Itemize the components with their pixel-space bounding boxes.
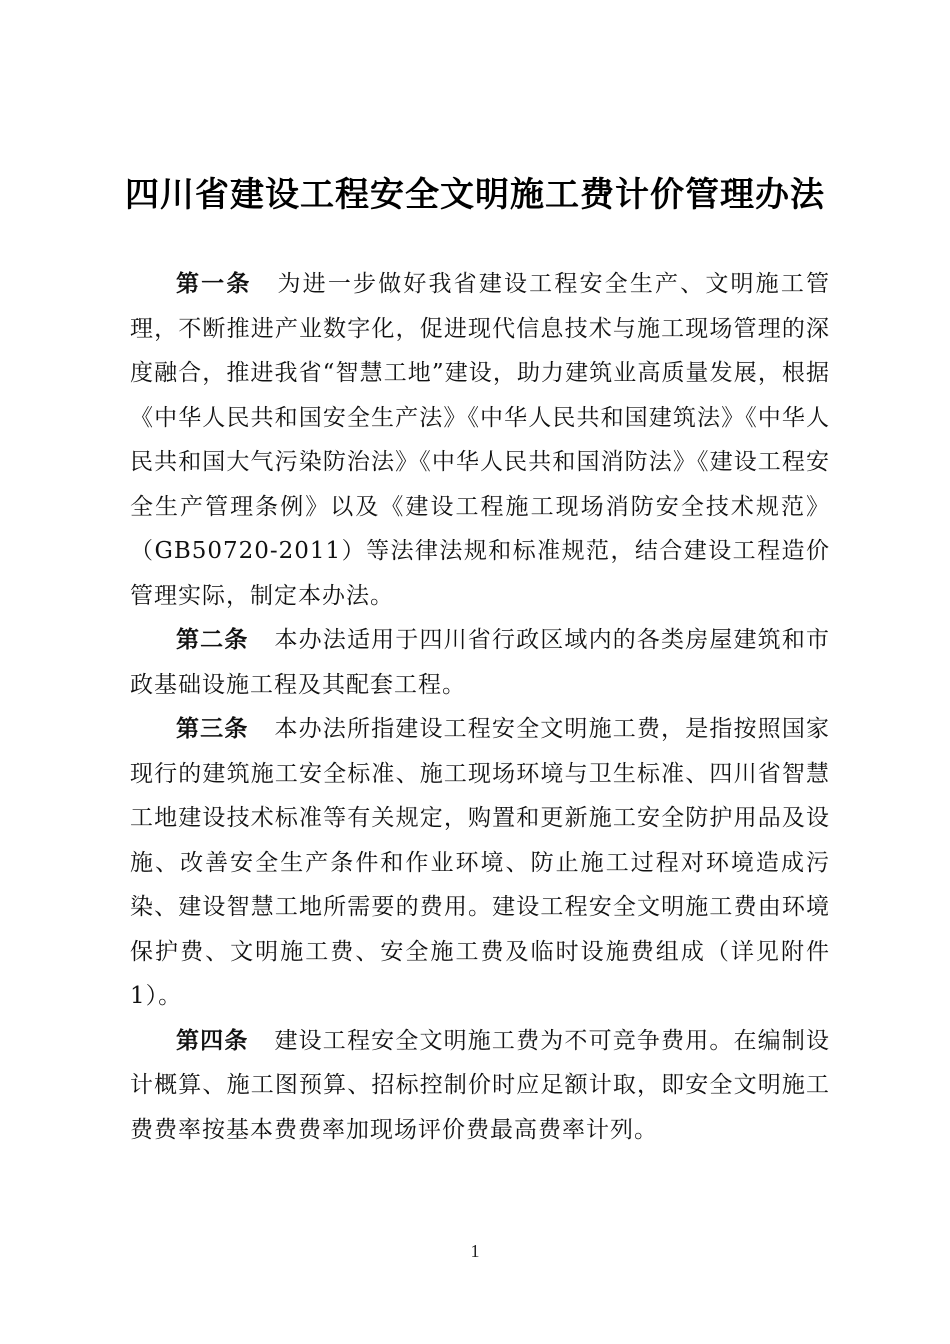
article-4-text: 建设工程安全文明施工费为不可竞争费用。在编制设计概算、施工图预算、招标控制价时应足额计取，即安全文明施工费费率按基本费费率加现场评价费最高费率计列。 xyxy=(130,1027,831,1143)
article-2-label: 第二条 xyxy=(176,626,249,653)
article-1 xyxy=(130,262,830,618)
article-4 xyxy=(130,1019,830,1153)
article-3-text: 本办法所指建设工程安全文明施工费，是指按照国家现行的建筑施工安全标准、施工现场环境与卫生标准、四川省智慧工地建设技术标准等有关规定，购置和更新施工安全防护用品及设施、改善安全生产条件和作业环境、防止施工过程对环境造成污染、建设智慧工地所需要的费用。建设工程安全文明施工费由环境保护费、文明施工费、安全施工费及临时设施费组成（详见附件 1）。 xyxy=(130,716,831,1009)
article-3 xyxy=(130,707,830,1019)
article-1-text: 为进一步做好我省建设工程安全生产、文明施工管理，不断推进产业数字化，促进现代信息技术与施工现场管理的深度融合，推进我省“智慧工地”建设，助力建筑业高质量发展，根据《中华人民共和国安全生产法》《中华人民共和国建筑法》《中华人民共和国大气污染防治法》《中华人民共和国消防法》《建设工程安全生产管理条例》以及《建设工程施工现场消防安全技术规范》（GB50720-2011）等法律法规和标准规范，结合建设工程造价管理实际，制定本办法。 xyxy=(130,271,830,609)
article-1-label: 第一条 xyxy=(176,270,252,297)
article-3-label: 第三条 xyxy=(176,715,249,742)
article-4-label: 第四条 xyxy=(176,1026,249,1054)
document-body xyxy=(130,262,830,1152)
document-title: 四川省建设工程安全文明施工费计价管理办法 xyxy=(125,175,825,215)
article-2 xyxy=(130,618,830,707)
page-number: 1 xyxy=(470,1241,480,1261)
article-2-text: 本办法适用于四川省行政区域内的各类房屋建筑和市政基础设施工程及其配套工程。 xyxy=(130,627,831,698)
